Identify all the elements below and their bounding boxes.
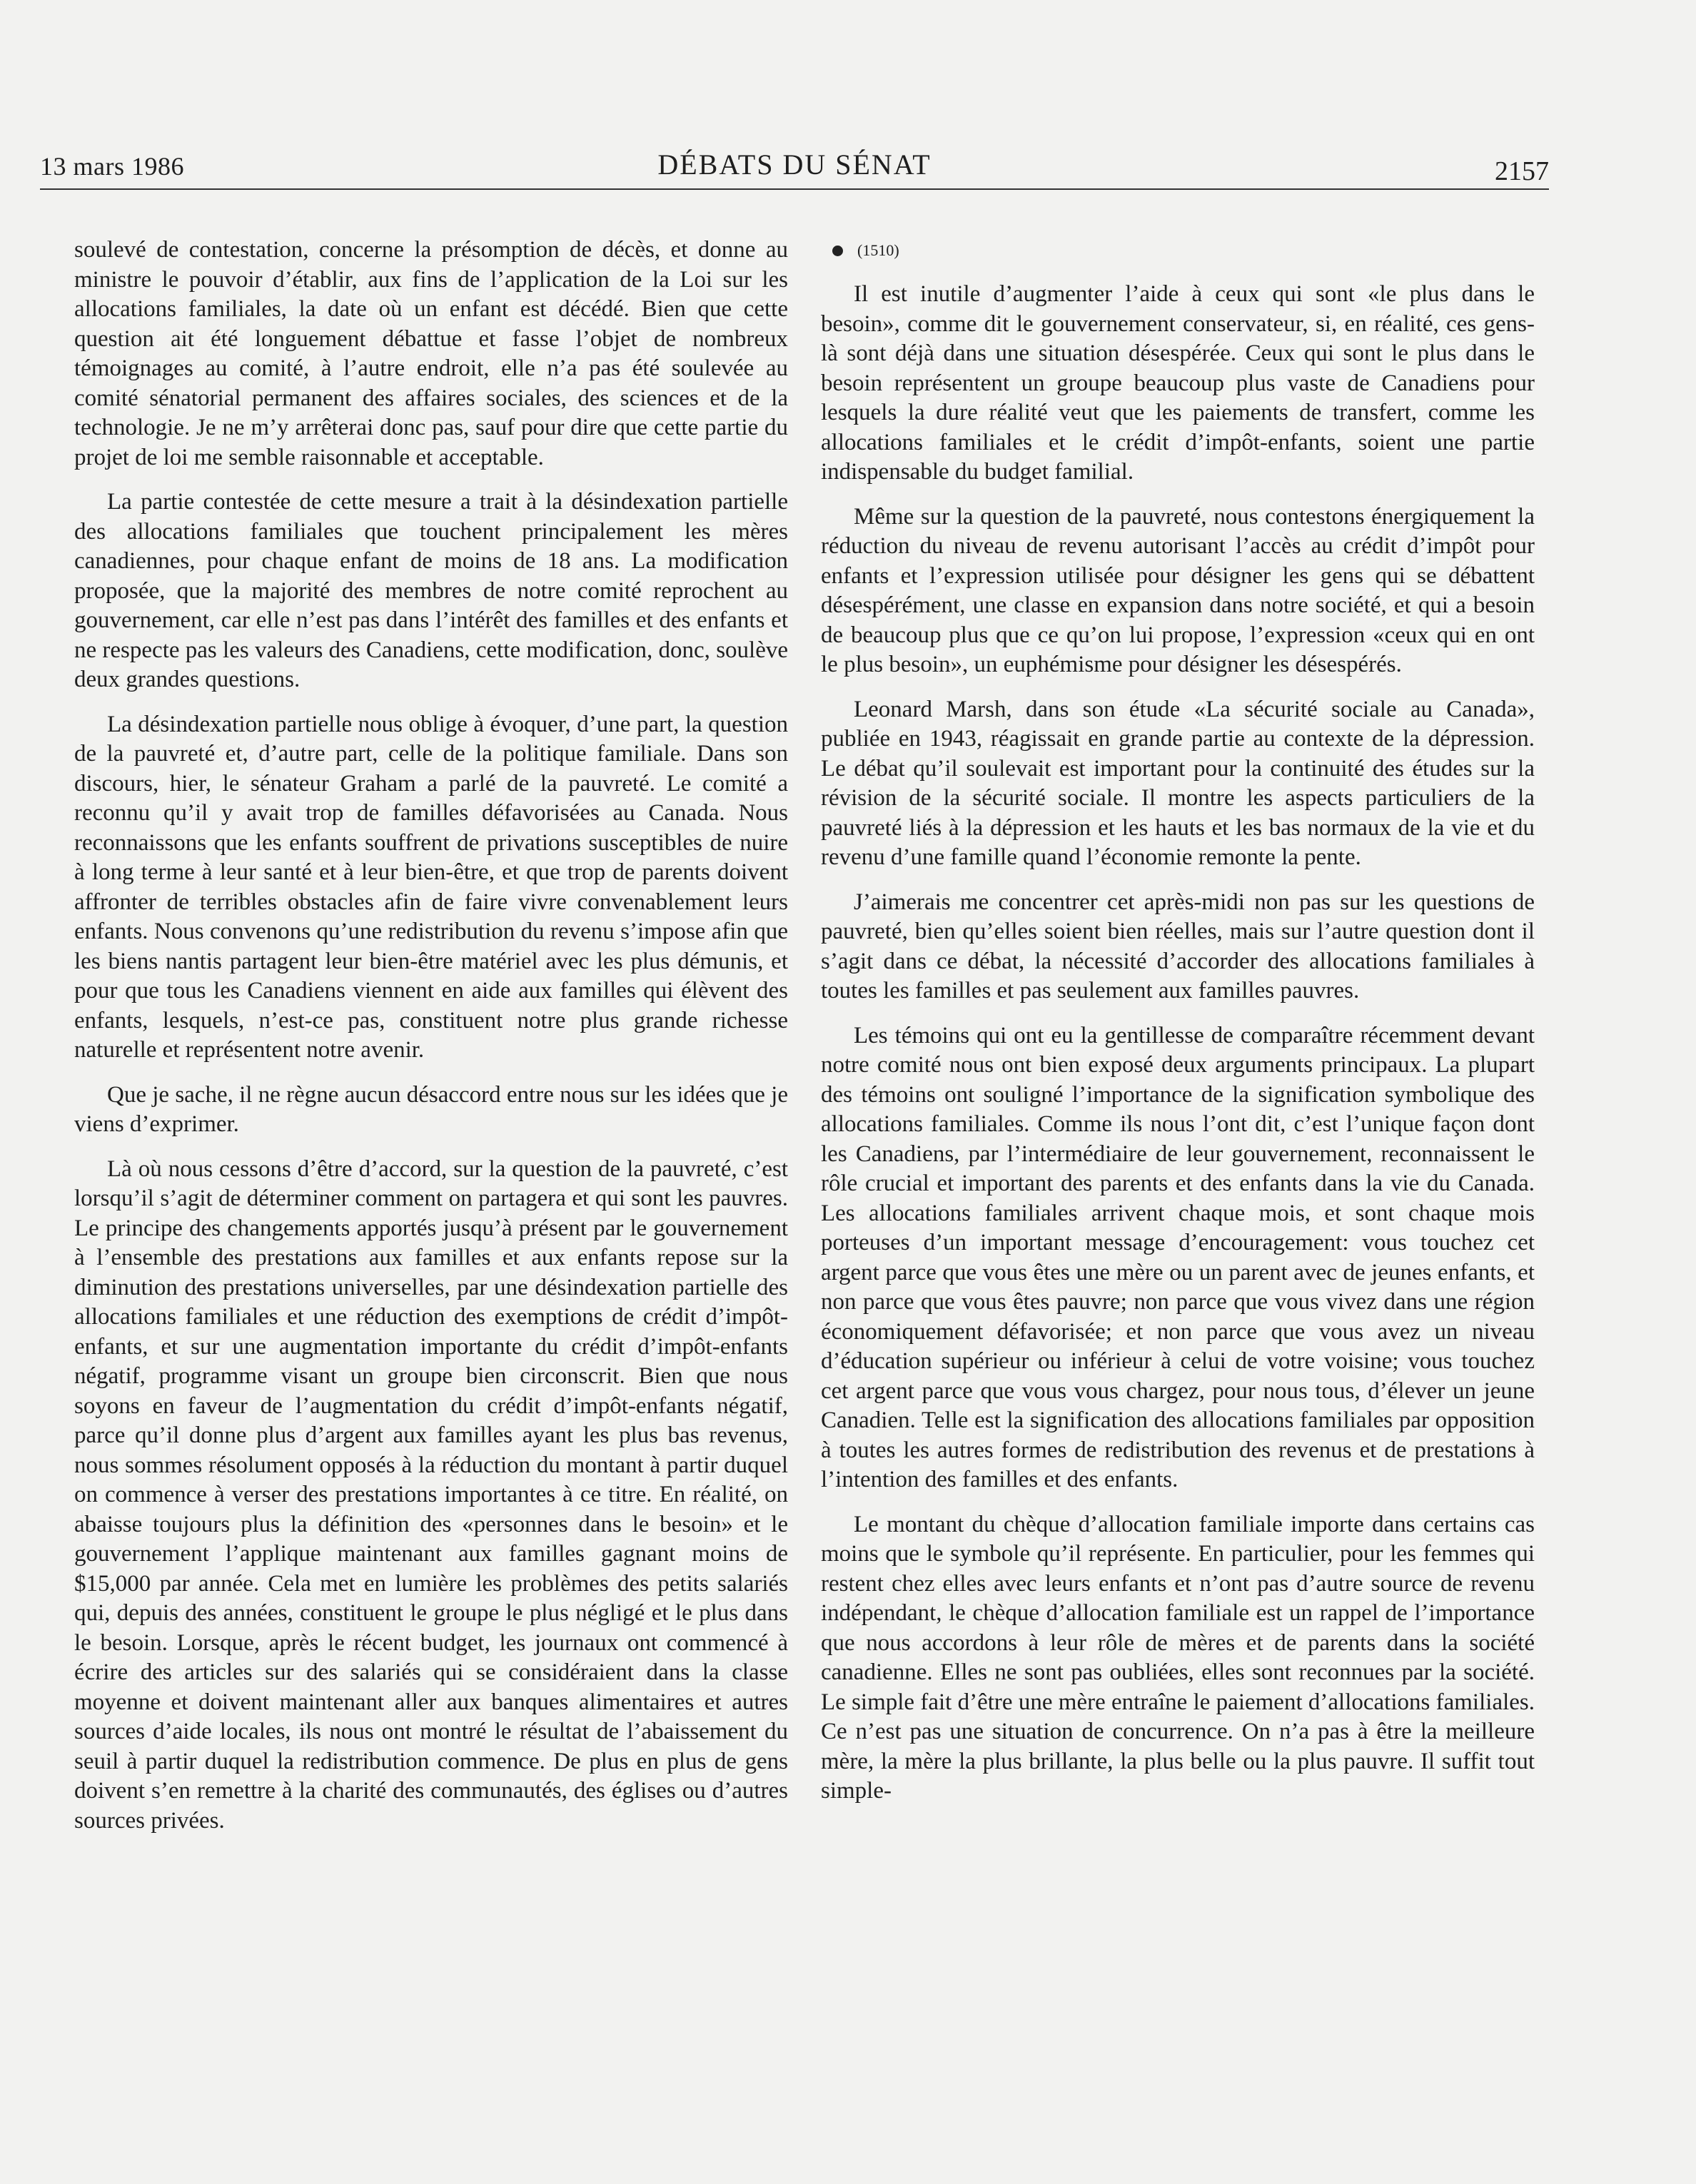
paragraph: La partie contestée de cette mesure a trait à la désindexation partielle des allocations familiales que touchent principalement les mères canadiennes, pour chaque enfant de moins de 18 ans. La modification proposée, que la majorité des membres de notre comité reprochent au gouvernement, car elle n’est pas dans l’intérêt des familles et des enfants et ne respecte pas les valeurs des Canadiens, cette modification, donc, soulève deux grandes questions.: [74, 489, 788, 692]
paragraph: Là où nous cessons d’être d’accord, sur la question de la pauvreté, c’est lorsqu’il s’agit de déterminer comment on partagera et qui sont les pauvres. Le principe des changements apportés jusqu’à présent par le gouvernement à l’ensemble des prestations aux familles et aux enfants repose sur la diminution des prestations universelles, par une désindexation partielle des allocations familiales et une réduction des exemptions de crédit d’impôt-enfants, et sur une augmentation importante du crédit d’impôt-enfants négatif, programme visant un groupe bien circonscrit. Bien que nous soyons en faveur de l’augmentation du crédit d’impôt-enfants négatif, parce qu’il donne plus d’argent aux familles ayant les plus bas revenus, nous sommes résolument opposés à la réduction du montant à partir duquel on commence à verser des prestations importantes à ce titre. En réalité, on abaisse toujours plus la définition des «personnes dans le besoin» et le gouvernement l’applique maintenant aux familles gagnant moins de $15,000 par année. Cela met en lumière les problèmes des petits salariés qui, depuis des années, constituent le groupe le plus négligé et le plus dans le besoin. Lorsque, après le récent budget, les journaux ont commencé à écrire des articles sur des salariés qui se considéraient dans la classe moyenne et doivent maintenant aller aux banques alimentaires et autres sources d’aide locales, ils nous ont montré le résultat de l’abaissement du seuil à partir duquel la redistribution commence. De plus en plus de gens doivent s’en remettre à la charité des communautés, des églises ou d’autres sources privées.: [74, 1156, 788, 1834]
left-column: [74, 236, 788, 1851]
paragraph: Le montant du chèque d’allocation familiale importe dans certains cas moins que le symbole qu’il représente. En particulier, pour les femmes qui restent chez elles avec leurs enfants et n’ont pas d’autre source de revenu indépendant, le chèque d’allocation familiale est un rappel de l’importance que nous accordons à leur rôle de mères et de parents dans la société canadienne. Elles ne sont pas oubliées, elles sont reconnues par la société. Le simple fait d’être une mère entraîne le paiement d’allocations familiales. Ce n’est pas une situation de concurrence. On n’a pas à être la meilleure mère, la mère la plus brillante, la plus belle ou la plus pauvre. Il suffit tout simple-: [821, 1511, 1535, 1804]
paragraph: Même sur la question de la pauvreté, nous contestons énergiquement la réduction du niveau de revenu autorisant l’accès au crédit d’impôt pour enfants et l’expression utilisée pour désigner les gens qui se débattent désespérément, une classe en expansion dans notre société, et qui a besoin de beaucoup plus que ce qu’on lui propose, l’expression «ceux qui en ont le plus besoin», un euphémisme pour désigner les désespérés.: [821, 503, 1535, 677]
bullet-icon: [832, 246, 843, 256]
paragraph: Leonard Marsh, dans son étude «La sécurité sociale au Canada», publiée en 1943, réagissait en grande partie au contexte de la dépression. Le débat qu’il soulevait est important pour la continuité des études sur la révision de la sécurité sociale. Il montre les aspects particuliers de la pauvreté liés à la dépression et les hauts et les bas normaux de la vie et du revenu d’une famille quand l’économie remonte la pente.: [821, 696, 1535, 870]
time-marker: [832, 236, 1535, 266]
paragraph: Que je sache, il ne règne aucun désaccord entre nous sur les idées que je viens d’exprimer.: [74, 1081, 788, 1137]
page-number: 2157: [1495, 156, 1549, 186]
page-header: [40, 146, 1549, 188]
right-column: [821, 236, 1535, 1821]
paragraph: J’aimerais me concentrer cet après-midi non pas sur les questions de pauvreté, bien qu’elles soient bien réelles, mais sur l’autre question dont il s’agit dans ce débat, la nécessité d’accorder des allocations familiales à toutes les familles et pas seulement aux familles pauvres.: [821, 889, 1535, 1003]
paragraph: La désindexation partielle nous oblige à évoquer, d’une part, la question de la pauvreté et, d’autre part, celle de la politique familiale. Dans son discours, hier, le sénateur Graham a parlé de la pauvreté. Le comité a reconnu qu’il y avait trop de familles défavorisées au Canada. Nous reconnaissons que les enfants souffrent de privations susceptibles de nuire à long terme à leur santé et à leur bien-être, et que trop de parents doivent affronter de terribles obstacles afin de faire vivre convenablement leurs enfants. Nous convenons qu’une redistribution du revenu s’impose afin que les biens nantis partagent leur bien-être matériel avec les plus démunis, et pour que tous les Canadiens viennent en aide aux familles qui élèvent des enfants, lesquels, n’est-ce pas, constituent notre plus grande richesse naturelle et représentent notre avenir.: [74, 711, 788, 1063]
paragraph: Il est inutile d’augmenter l’aide à ceux qui sont «le plus dans le besoin», comme dit le gouvernement conservateur, si, en réalité, ces gens-là sont déjà dans une situation désespérée. Ceux qui sont le plus dans le besoin représentent un groupe beaucoup plus vaste de Canadiens pour lesquels la dure réalité veut que les paiements de transfert, comme les allocations familiales et le crédit d’impôt-enfants, soient une partie indispensable du budget familial.: [821, 281, 1535, 485]
header-title: DÉBATS DU SÉNAT: [657, 148, 932, 181]
paragraph: Les témoins qui ont eu la gentillesse de comparaître récemment devant notre comité nous ont bien exposé deux arguments principaux. La plupart des témoins ont souligné l’importance de la signification symbolique des allocations familiales. Comme ils nous l’ont dit, c’est l’unique façon dont les Canadiens, par l’intermédiaire de leur gouvernement, reconnaissent le rôle crucial et important des parents et des enfants dans la vie du Canada. Les allocations familiales arrivent chaque mois, et sont chaque mois porteuses d’un important message d’encouragement: vous touchez cet argent parce que vous êtes une mère ou un parent avec de jeunes enfants, et non parce que vous êtes pauvre; non parce que vous vivez dans une région économiquement défavorisée; et non parce que vous avez un niveau d’éducation supérieur ou inférieur à celui de votre voisine; vous touchez cet argent parce que vous vous chargez, pour nous tous, d’élever un jeune Canadien. Telle est la signification des allocations familiales par opposition à toutes les autres formes de redistribution des revenus et de prestations à l’intention des familles et des enfants.: [821, 1022, 1535, 1492]
paragraph: soulevé de contestation, concerne la présomption de décès, et donne au ministre le pouvoir d’établir, aux fins de l’application de la Loi sur les allocations familiales, la date où un enfant est décédé. Bien que cette question ait été longuement débattue et fasse l’objet de nombreux témoignages au comité, à l’autre endroit, elle n’a pas été soulevée au comité sénatorial permanent des affaires sociales, des sciences et de la technologie. Je ne m’y arrêterai donc pas, sauf pour dire que cette partie du projet de loi me semble raisonnable et acceptable.: [74, 237, 788, 470]
header-rule: [40, 188, 1549, 190]
header-date: 13 mars 1986: [40, 152, 184, 181]
time-marker-label: (1510): [857, 241, 899, 260]
